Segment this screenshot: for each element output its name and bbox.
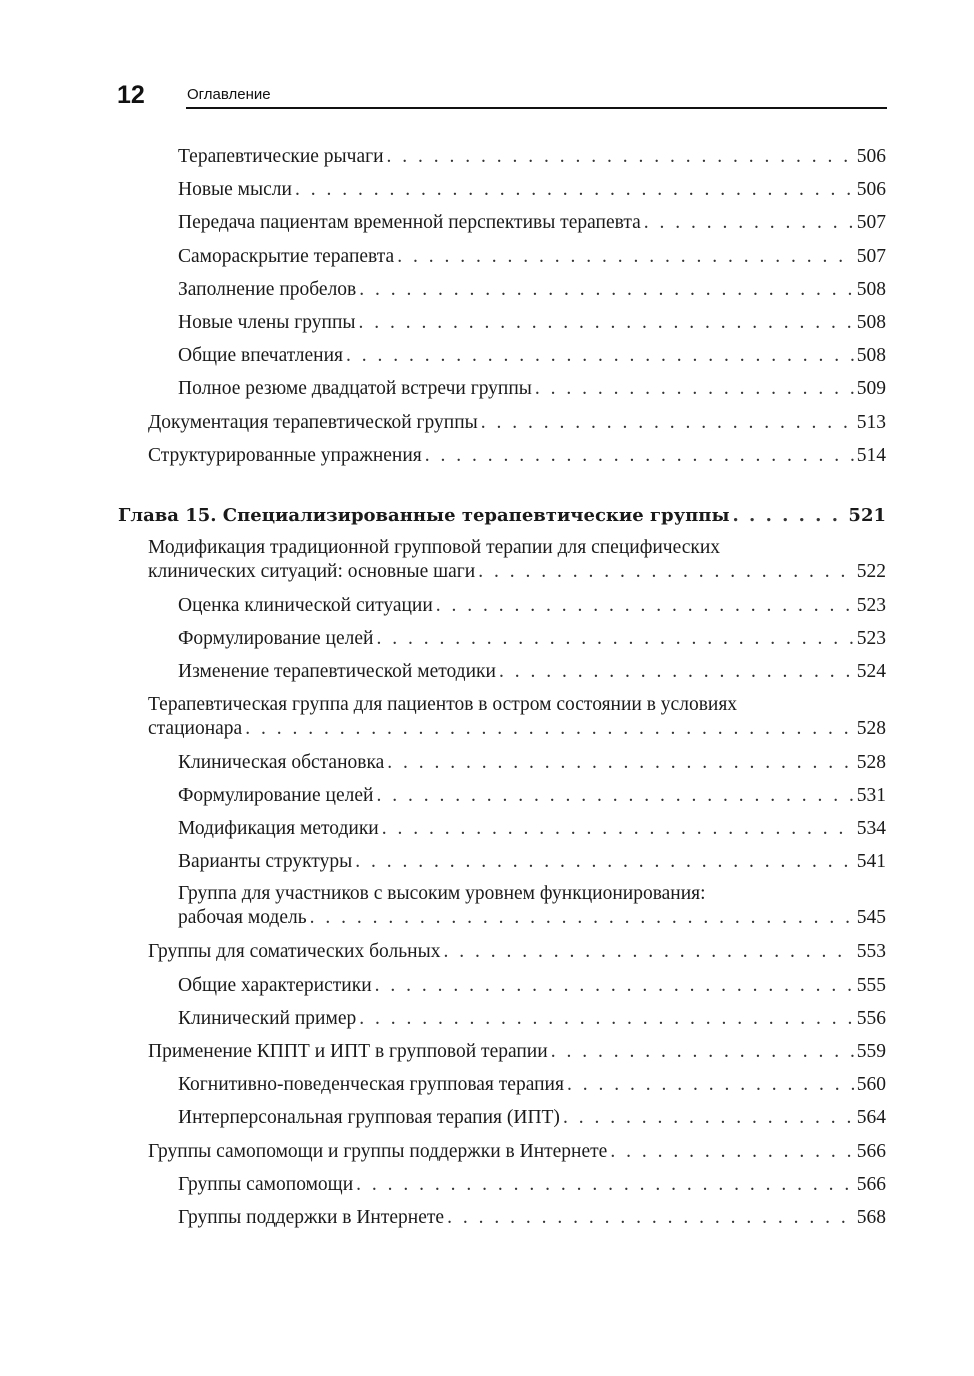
dot-leader <box>478 560 854 584</box>
table-of-contents <box>118 140 886 1234</box>
toc-entry: Передача пациентам временной перспективы терапевта . . . 507 <box>118 206 886 239</box>
toc-entry: Новые мысли . . . 506 <box>118 173 886 206</box>
dot-leader <box>443 935 853 968</box>
toc-entry: Варианты структуры . . . 541 <box>118 845 886 878</box>
dot-leader <box>535 372 854 405</box>
toc-entry: Группы поддержки в Интернете . . . 568 <box>118 1201 886 1234</box>
dot-leader <box>387 746 853 779</box>
dot-leader <box>382 812 854 845</box>
toc-entry: Терапевтические рычаги . . . 506 <box>118 140 886 173</box>
dot-leader <box>567 1068 854 1101</box>
toc-entry: Клинический пример . . . 556 <box>118 1002 886 1035</box>
dot-leader <box>376 622 853 655</box>
running-title: Оглавление <box>187 86 271 103</box>
chapter-heading: Глава 15. Специализированные терапевтические группы . . . 521 <box>118 499 886 532</box>
toc-entry: Документация терапевтической группы . . . 513 <box>118 406 886 439</box>
dot-leader <box>447 1201 854 1234</box>
toc-entry: Структурированные упражнения . . . 514 <box>118 439 886 472</box>
toc-entry: Группы самопомощи и группы поддержки в Интернете . . . 566 <box>118 1135 886 1168</box>
dot-leader <box>375 969 854 1002</box>
page-header <box>117 82 887 108</box>
toc-entry: Клиническая обстановка . . . 528 <box>118 746 886 779</box>
dot-leader <box>359 306 854 339</box>
dot-leader <box>551 1035 854 1068</box>
dot-leader <box>359 1002 854 1035</box>
toc-entry: Оценка клинической ситуации . . . 523 <box>118 589 886 622</box>
toc-entry: Общие характеристики . . . 555 <box>118 969 886 1002</box>
dot-leader <box>245 717 854 741</box>
dot-leader <box>425 439 854 472</box>
dot-leader <box>359 273 853 306</box>
toc-entry: Группы для соматических больных . . . 553 <box>118 935 886 968</box>
toc-entry: Интерперсональная групповая терапия (ИПТ) . . . 564 <box>118 1101 886 1134</box>
toc-entry-multiline: Модификация традиционной групповой терапии для специфических клинических ситуаций: основные шаги . . . 522 <box>118 532 886 589</box>
toc-entry: Когнитивно-поведенческая групповая терапия . . . 560 <box>118 1068 886 1101</box>
toc-entry: Изменение терапевтической методики . . . 524 <box>118 655 886 688</box>
dot-leader <box>733 499 846 532</box>
toc-entry-multiline: Терапевтическая группа для пациентов в остром состоянии в условиях стационара . . . 528 <box>118 689 886 746</box>
toc-entry: Заполнение пробелов . . . 508 <box>118 273 886 306</box>
dot-leader <box>355 845 854 878</box>
toc-entry: Самораскрытие терапевта . . . 507 <box>118 240 886 273</box>
dot-leader <box>481 406 854 439</box>
dot-leader <box>356 1168 854 1201</box>
toc-entry: Новые члены группы . . . 508 <box>118 306 886 339</box>
toc-entry: Модификация методики . . . 534 <box>118 812 886 845</box>
dot-leader <box>499 655 854 688</box>
toc-entry: Применение КППТ и ИПТ в групповой терапии . . . 559 <box>118 1035 886 1068</box>
dot-leader <box>644 206 854 239</box>
page-number: 12 <box>117 81 145 109</box>
dot-leader <box>310 906 854 930</box>
dot-leader <box>397 240 854 273</box>
toc-entry: Формулирование целей . . . 523 <box>118 622 886 655</box>
dot-leader <box>436 589 854 622</box>
toc-entry: Группы самопомощи . . . 566 <box>118 1168 886 1201</box>
dot-leader <box>376 779 853 812</box>
toc-entry-multiline: Группа для участников с высоким уровнем функционирования: рабочая модель . . . 545 <box>118 878 886 935</box>
toc-entry: Полное резюме двадцатой встречи группы . . . 509 <box>118 372 886 405</box>
dot-leader <box>387 140 854 173</box>
header-rule <box>186 107 887 109</box>
dot-leader <box>346 339 854 372</box>
toc-entry: Общие впечатления . . . 508 <box>118 339 886 372</box>
dot-leader <box>295 173 854 206</box>
dot-leader <box>563 1101 854 1134</box>
dot-leader <box>610 1135 853 1168</box>
toc-entry: Формулирование целей . . . 531 <box>118 779 886 812</box>
